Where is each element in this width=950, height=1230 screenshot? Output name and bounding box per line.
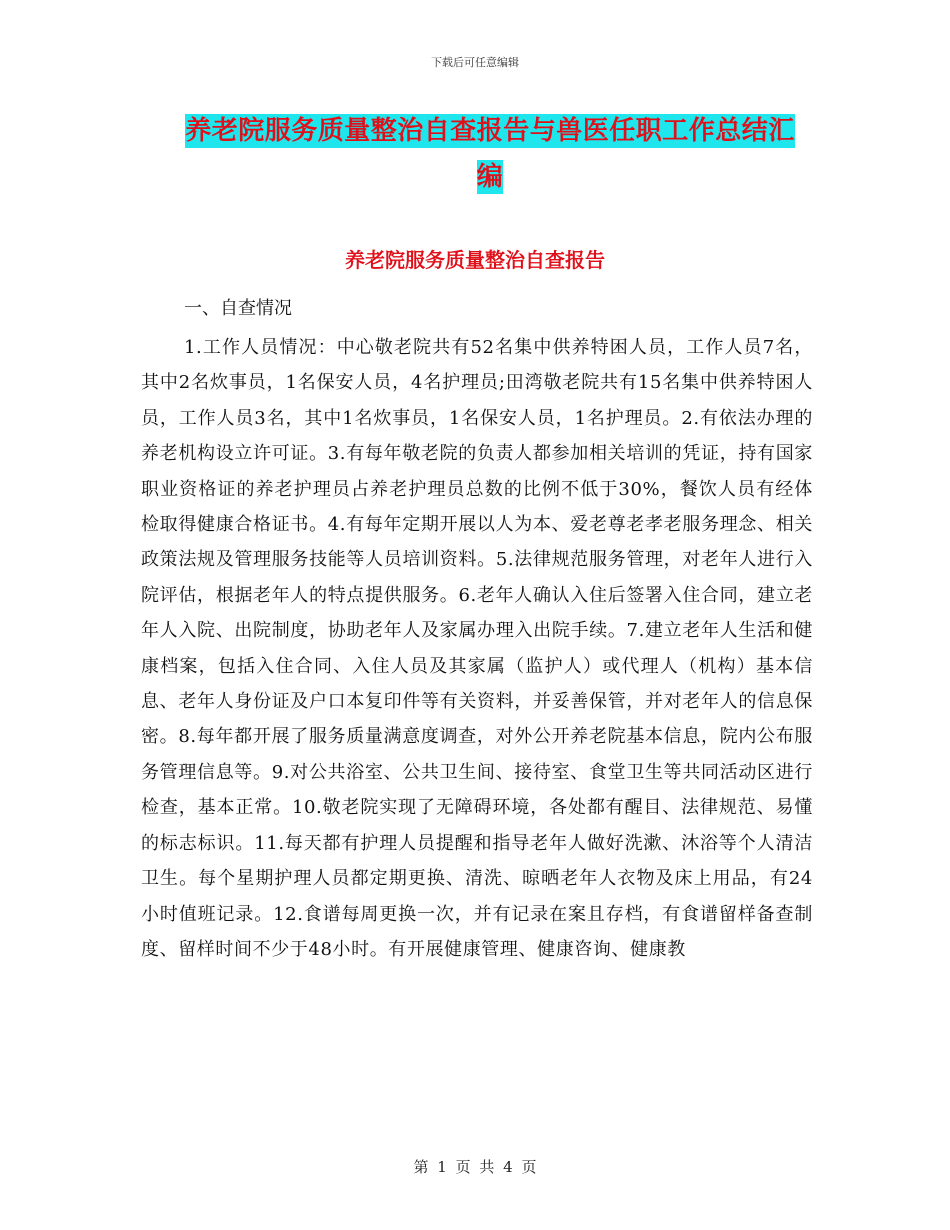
section-subheading: 一、自查情况 [184, 298, 292, 319]
section-title: 养老院服务质量整治自查报告 [345, 248, 605, 272]
main-title-line-1: 养老院服务质量整治自查报告与兽医任职工作总结汇 [185, 116, 795, 146]
document-main-title [160, 108, 820, 200]
page-footer: 第 1 页 共 4 页 [413, 1158, 537, 1176]
page-header-note: 下载后可任意编辑 [431, 56, 519, 69]
main-title-line-2: 编 [476, 162, 504, 192]
body-paragraph: 1.工作人员情况：中心敬老院共有52名集中供养特困人员，工作人员7名，其中2名炊事员，1名保安人员，4名护理员;田湾敬老院共有15名集中供养特困人员，工作人员3名，其中1名炊事员，1名保安人员，1名护理员。2.有依法办理的养老机构设立许可证。3.有每年敬老院的负责人都参加相关培训的凭证，持有国家职业资格证的养老护理员占养老护理员总数的比例不低于30%，餐饮人员有经体检取得健康合格证书。4.有每年定期开展以人为本、爱老尊老孝老服务理念、相关政策法规及管理服务技能等人员培训资料。5.法律规范服务管理，对老年人进行入院评估，根据老年人的特点提供服务。6.老年人确认入住后签署入住合同，建立老年人入院、出院制度，协助老年人及家属办理入出院手续。7.建立老年人生活和健康档案，包括入住合同、入住人员及其家属（监护人）或代理人（机构）基本信息、老年人身份证及户口本复印件等有关资料，并妥善保管，并对老年人的信息保密。8.每年都开展了服务质量满意度调查，对外公开养老院基本信息，院内公布服务管理信息等。9.对公共浴室、公共卫生间、接待室、食堂卫生等共同活动区进行检查，基本正常。10.敬老院实现了无障碍环境，各处都有醒目、法律规范、易懂的标志标识。11.每天都有护理人员提醒和指导老年人做好洗漱、沐浴等个人清洁卫生。每个星期护理人员都定期更换、清洗、晾晒老年人衣物及床上用品，有24小时值班记录。12.食谱每周更换一次，并有记录在案且存档，有食谱留样备查制度、留样时间不少于48小时。有开展健康管理、健康咨询、健康教 [141, 337, 813, 960]
